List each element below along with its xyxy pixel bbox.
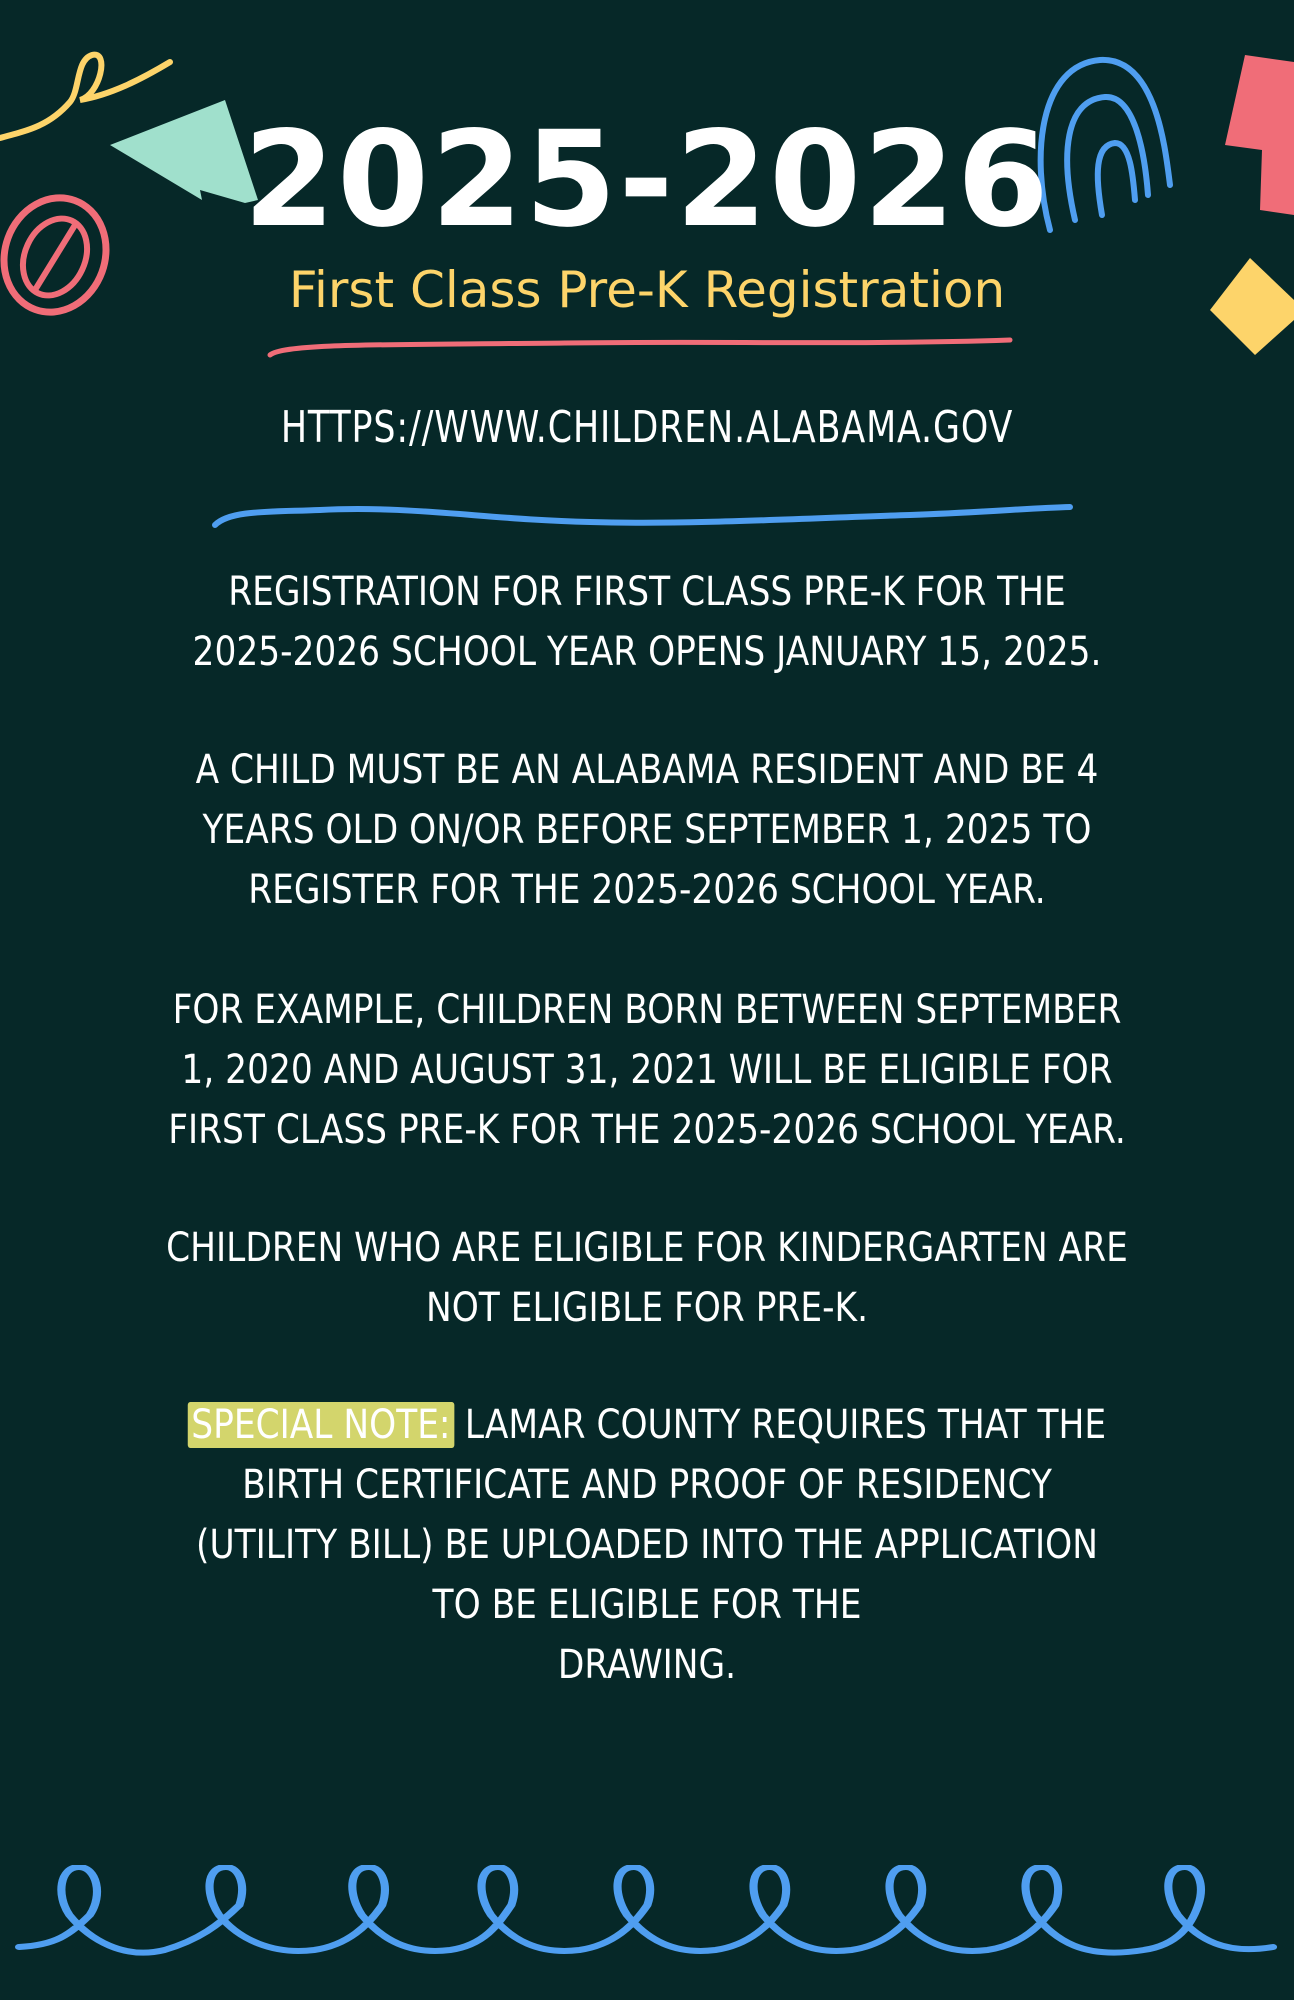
page-title: 2025-2026 (243, 103, 1051, 257)
special-note-paragraph: SPECIAL NOTE: LAMAR COUNTY REQUIRES THAT THE BIRTH CERTIFICATE AND PROOF OF RESIDENCY (UTILITY BILL) BE UPLOADED INTO THE APPLICATION TO BE ELIGIBLE FOR THE DRAWING. (30, 1395, 1264, 1695)
example-paragraph: FOR EXAMPLE, CHILDREN BORN BETWEEN SEPTEMBER 1, 2020 AND AUGUST 31, 2021 WILL BE ELIGIBLE FOR FIRST CLASS PRE-K FOR THE 2025-2026 SCHOOL YEAR. (168, 987, 1126, 1153)
eligibility-paragraph: A CHILD MUST BE AN ALABAMA RESIDENT AND BE 4 YEARS OLD ON/OR BEFORE SEPTEMBER 1, 2025 TO REGISTER FOR THE 2025-2026 SCHOOL YEAR. (195, 747, 1099, 913)
registration-paragraph: REGISTRATION FOR FIRST CLASS PRE-K FOR THE 2025-2026 SCHOOL YEAR OPENS JANUARY 15, 2025. (192, 569, 1102, 675)
blue-loop-border-icon (15, 1865, 1280, 1975)
blue-underline-divider (210, 500, 1080, 535)
special-note-label: SPECIAL NOTE: (188, 1402, 454, 1448)
pink-underline-divider (265, 335, 1015, 360)
website-link[interactable]: HTTPS://WWW.CHILDREN.ALABAMA.GOV (280, 402, 1014, 453)
kindergarten-paragraph: CHILDREN WHO ARE ELIGIBLE FOR KINDERGARTEN ARE NOT ELIGIBLE FOR PRE-K. (166, 1225, 1128, 1331)
page-subtitle: First Class Pre-K Registration (288, 261, 1006, 319)
